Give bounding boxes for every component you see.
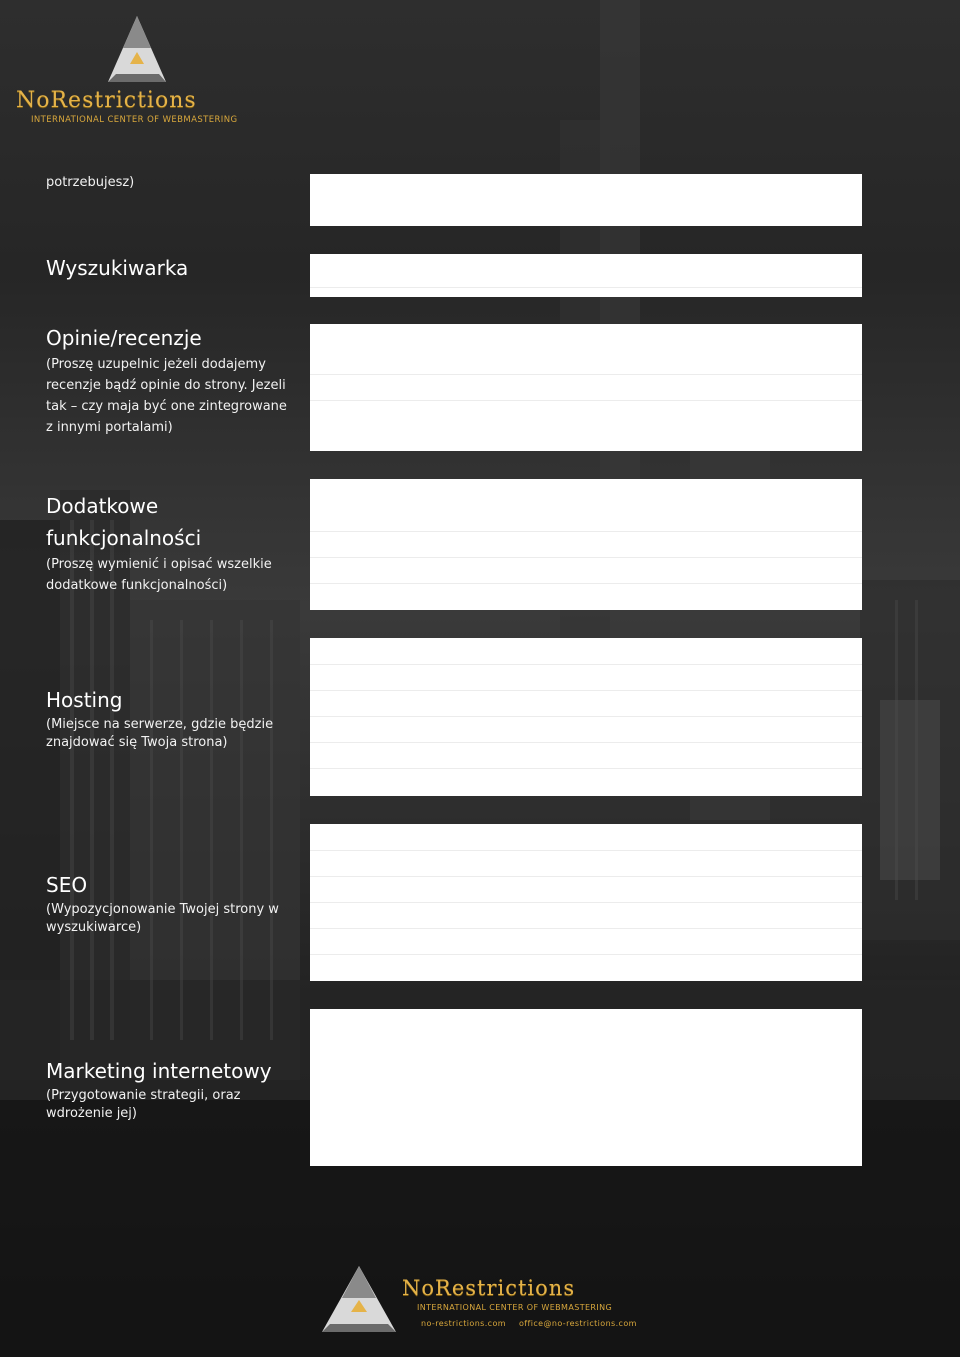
footer-logo-tagline: INTERNATIONAL CENTER OF WEBMASTERING — [417, 1303, 613, 1312]
section-heading: Dodatkowe funkcjonalności — [46, 494, 202, 550]
section-note: potrzebujesz) — [46, 175, 135, 190]
footer-website-link[interactable]: no-restrictions.com — [421, 1319, 506, 1328]
section-note: (Miejsce na serwerze, gdzie będzie znajdować się Twoja strona) — [46, 717, 274, 750]
section-heading: SEO — [46, 873, 88, 897]
section-hosting — [46, 684, 286, 751]
brand-logo — [14, 12, 259, 130]
answer-field-search-engine[interactable] — [310, 254, 862, 297]
logo-name: NoRestrictions — [16, 88, 197, 113]
answer-field-marketing[interactable] — [310, 1009, 862, 1166]
section-note: (Proszę wymienić i opisać wszelkie dodatkowe funkcjonalności) — [46, 557, 272, 593]
section-continued — [46, 172, 296, 193]
section-reviews — [46, 322, 296, 438]
triangle-logo-icon — [318, 1262, 400, 1337]
logo-tagline: INTERNATIONAL CENTER OF WEBMASTERING — [31, 115, 238, 125]
section-note: (Wypozycjonowanie Twojej strony w wyszukiwarce) — [46, 902, 279, 935]
section-heading: Wyszukiwarka — [46, 256, 189, 280]
section-search-engine — [46, 252, 296, 284]
answer-field-additional-features[interactable] — [310, 479, 862, 610]
answer-field-reviews[interactable] — [310, 324, 862, 451]
section-heading: Marketing internetowy — [46, 1059, 272, 1083]
footer-brand-logo — [318, 1262, 648, 1337]
answer-field-continued[interactable] — [310, 174, 862, 226]
answer-field-seo[interactable] — [310, 824, 862, 981]
section-note: (Proszę uzupelnic jeżeli dodajemy recenzje bądź opinie do strony. Jezeli tak – czy maja być one zintegrowane z innymi portalami) — [46, 357, 287, 435]
section-additional-features — [46, 490, 276, 596]
footer-email-link[interactable]: office@no-restrictions.com — [519, 1319, 637, 1328]
footer-logo-name: NoRestrictions — [402, 1276, 576, 1300]
section-heading: Hosting — [46, 688, 123, 712]
section-marketing — [46, 1055, 286, 1122]
section-seo — [46, 869, 286, 936]
section-note: (Przygotowanie strategii, oraz wdrożenie jej) — [46, 1088, 241, 1121]
section-heading: Opinie/recenzje — [46, 326, 202, 350]
answer-field-hosting[interactable] — [310, 638, 862, 796]
